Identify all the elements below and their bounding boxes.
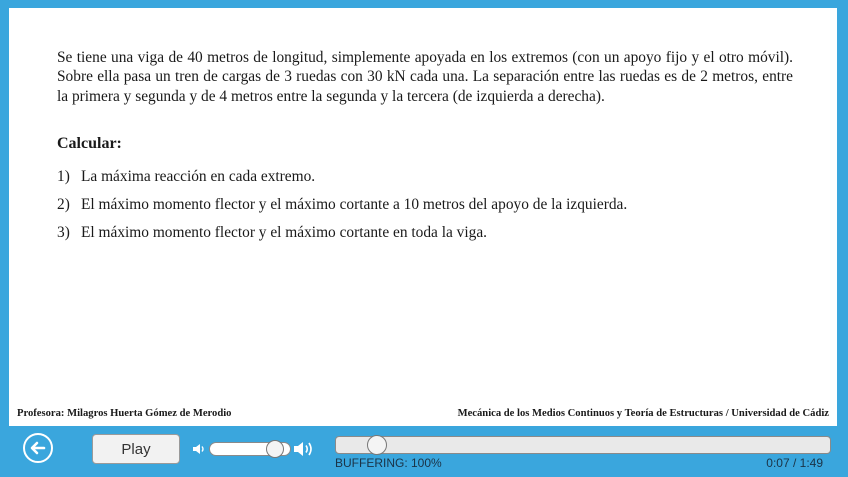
buffering-status: BUFFERING: 100% (335, 456, 442, 470)
time-readout: 0:07 / 1:49 (766, 456, 823, 470)
question-text: La máxima reacción en cada extremo. (81, 168, 316, 185)
slide-canvas (9, 8, 837, 426)
question-number: 3) (57, 224, 70, 241)
question-text: El máximo momento flector y el máximo cortante a 10 metros del apoyo de la izquierda. (81, 196, 628, 213)
calc-heading: Calcular: (57, 135, 122, 152)
question-item-1 (57, 168, 315, 186)
question-text: El máximo momento flector y el máximo cortante en toda la viga. (81, 224, 488, 241)
problem-statement: Se tiene una viga de 40 metros de longitud, simplemente apoyada en los extremos (con un apoyo fijo y el otro móvil). Sobre ella pasa un tren de cargas de 3 ruedas con 30 kN cada una. La separación entre las ruedas es de 2 metros, entre la primera y segunda y de 4 metros entre la segunda y la tercera (de izquierda a derecha). (57, 49, 793, 105)
back-button[interactable] (23, 433, 53, 463)
volume-high-icon[interactable] (293, 439, 315, 459)
volume-slider[interactable] (209, 442, 291, 456)
volume-low-icon[interactable] (192, 442, 206, 456)
question-number: 2) (57, 196, 70, 213)
professor-credit: Profesora: Milagros Huerta Gómez de Merodio (17, 408, 232, 419)
volume-slider-handle[interactable] (266, 440, 284, 458)
course-credit: Mecánica de los Medios Continuos y Teoría de Estructuras / Universidad de Cádiz (457, 408, 829, 419)
play-button[interactable]: Play (92, 434, 180, 464)
progress-bar[interactable] (335, 436, 831, 454)
question-number: 1) (57, 168, 70, 185)
question-item-2 (57, 196, 627, 214)
player-controls (9, 428, 837, 472)
progress-handle[interactable] (367, 435, 387, 455)
back-arrow-icon (25, 435, 51, 461)
question-item-3 (57, 224, 487, 242)
